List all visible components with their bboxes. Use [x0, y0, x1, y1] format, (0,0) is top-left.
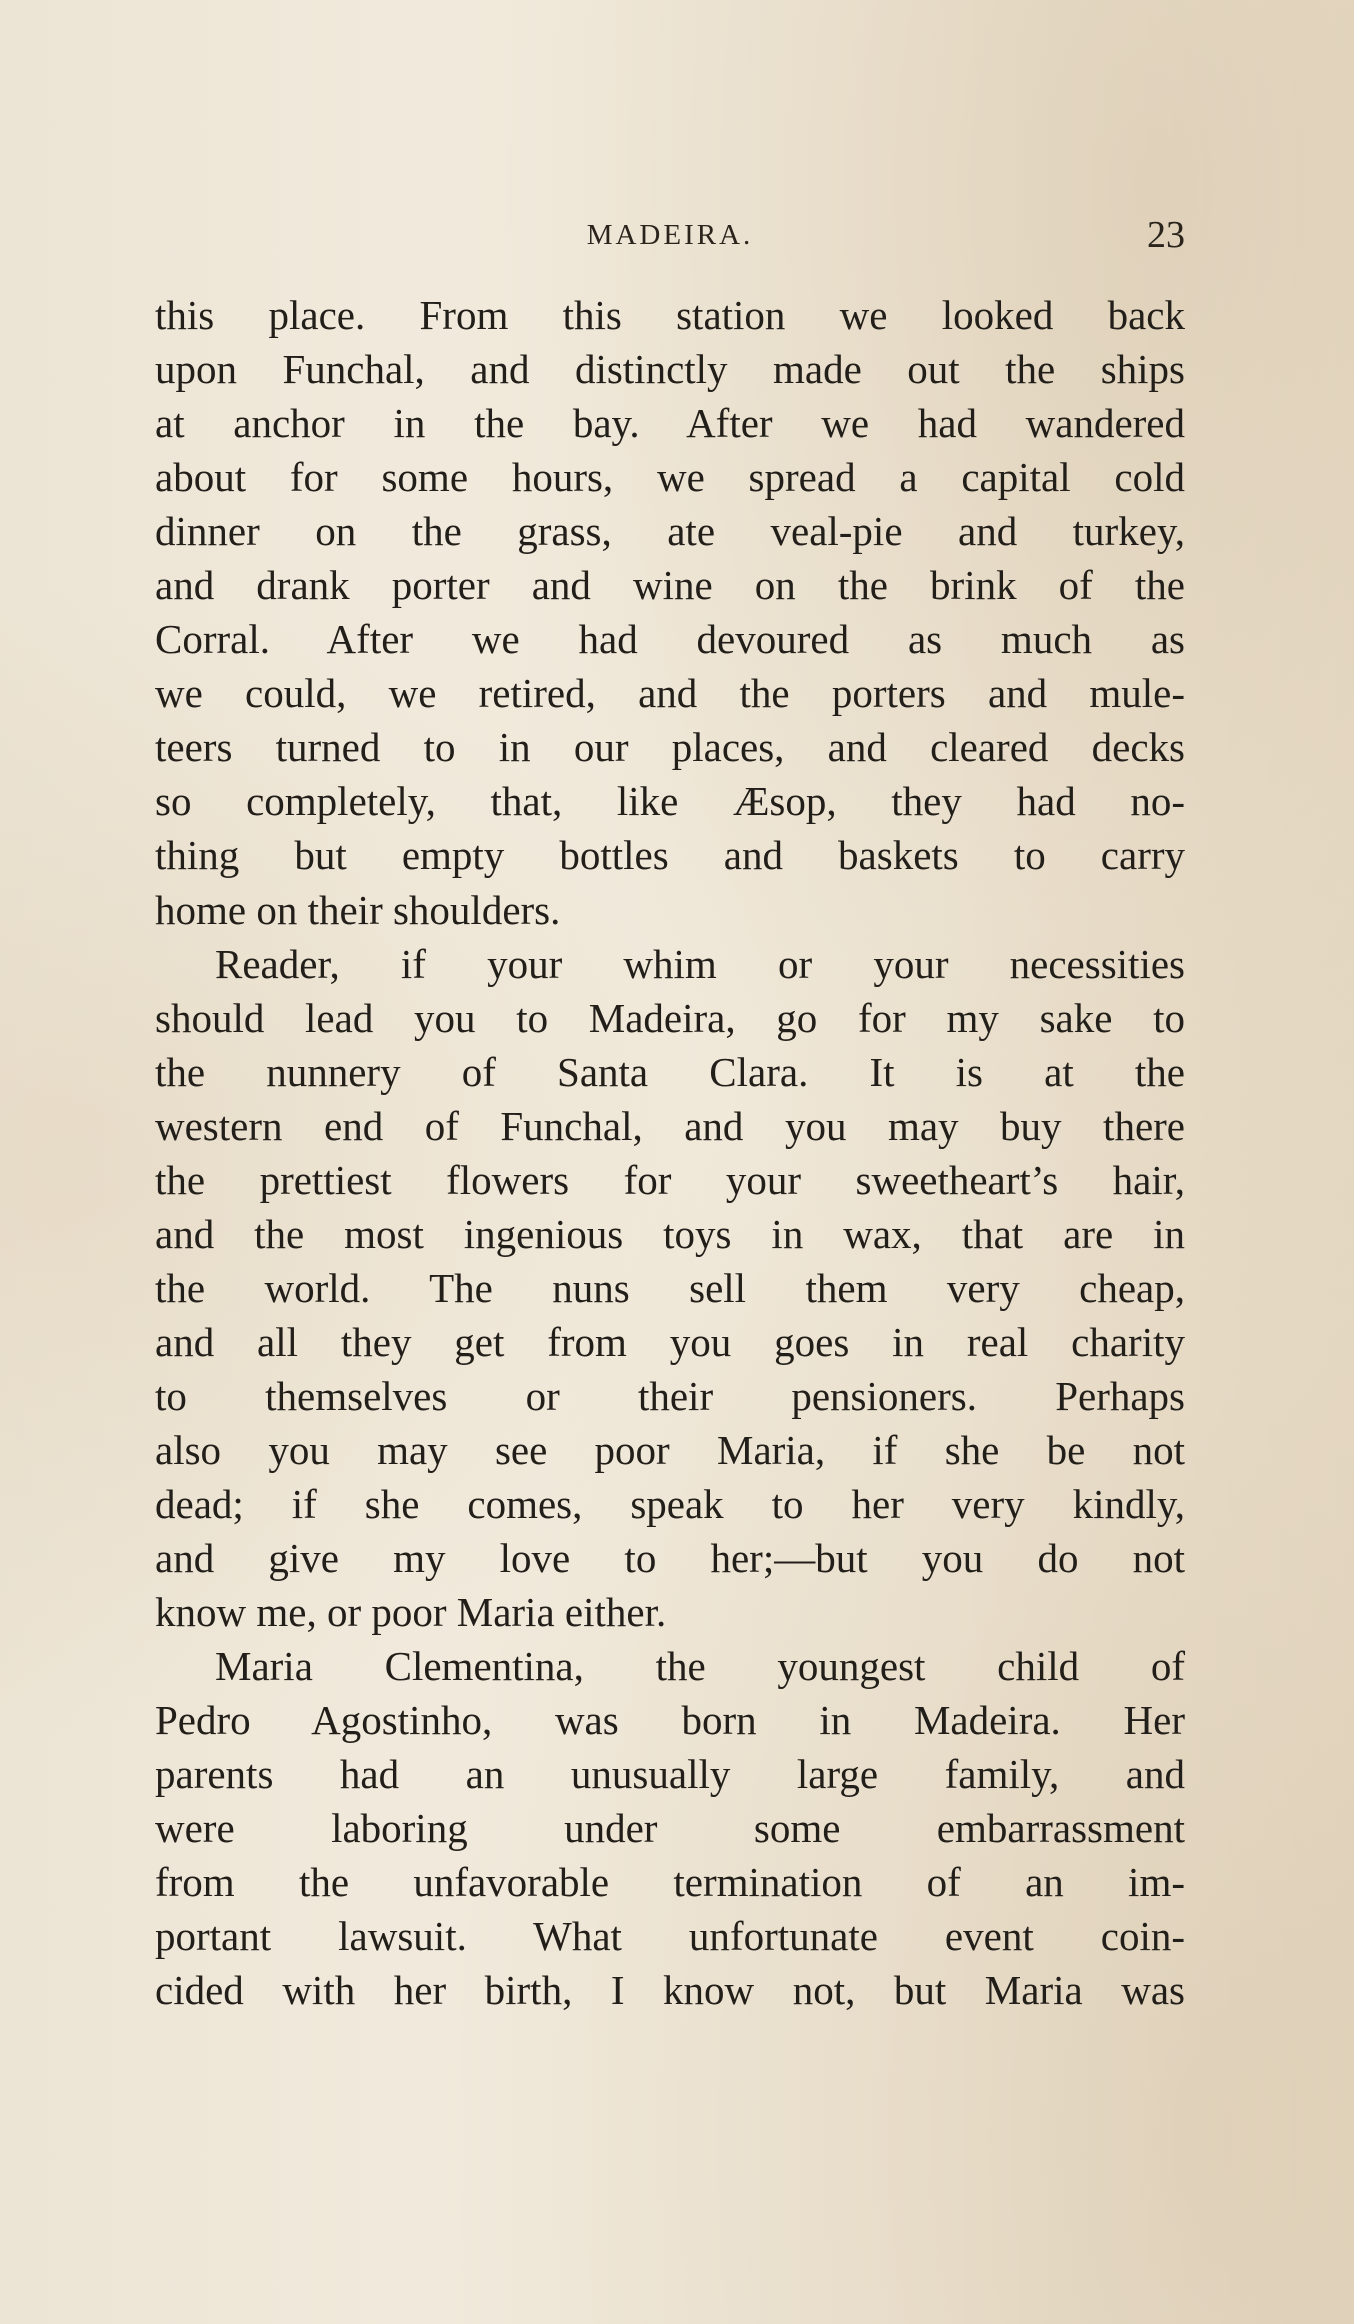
text-line: cided with her birth, I know not, but Maria was [155, 1967, 1185, 2014]
body-text [155, 288, 1185, 2018]
text-line: this place. From this station we looked back [155, 292, 1185, 338]
text-line: and give my love to her;—but you do not [155, 1535, 1185, 1582]
text-line: portant lawsuit. What unfortunate event coin- [155, 1913, 1185, 1960]
text-line: and the most ingenious toys in wax, that are in [155, 1210, 1185, 1257]
text-line: dead; if she comes, speak to her very kindly, [155, 1481, 1185, 1528]
text-line: we could, we retired, and the porters and mule- [155, 670, 1185, 717]
text-line: from the unfavorable termination of an im- [155, 1859, 1185, 1906]
text-line: teers turned to in our places, and cleared decks [155, 724, 1185, 771]
running-head: MADEIRA. [586, 219, 754, 251]
page-header [155, 210, 1185, 260]
text-line: parents had an unusually large family, and [155, 1751, 1185, 1798]
text-line: to themselves or their pensioners. Perhaps [155, 1372, 1185, 1419]
text-line: home on their shoulders. [155, 886, 561, 933]
text-line: the prettiest flowers for your sweetheart’s hair, [155, 1156, 1185, 1203]
text-line: Pedro Agostinho, was born in Madeira. Her [155, 1697, 1185, 1744]
text-line: and drank porter and wine on the brink of the [155, 562, 1185, 609]
text-line: the world. The nuns sell them very cheap, [155, 1264, 1185, 1311]
text-line: so completely, that, like Æsop, they had no- [155, 778, 1185, 825]
text-line: at anchor in the bay. After we had wandered [155, 400, 1185, 447]
text-line: Corral. After we had devoured as much as [155, 616, 1185, 663]
text-line: Maria Clementina, the youngest child of [215, 1643, 1185, 1690]
text-line: know me, or poor Maria either. [155, 1589, 667, 1636]
text-line: were laboring under some embarrassment [155, 1805, 1185, 1852]
text-line: and all they get from you goes in real charity [155, 1318, 1185, 1365]
text-line: should lead you to Madeira, go for my sake to [155, 994, 1185, 1041]
page-number: 23 [1147, 214, 1185, 256]
text-line: Reader, if your whim or your necessities [215, 940, 1185, 987]
text-line: also you may see poor Maria, if she be not [155, 1426, 1185, 1473]
text-line: western end of Funchal, and you may buy there [155, 1102, 1185, 1149]
text-line: about for some hours, we spread a capital cold [155, 454, 1185, 501]
text-line: upon Funchal, and distinctly made out the ships [155, 346, 1185, 393]
text-line: dinner on the grass, ate veal-pie and turkey, [155, 508, 1185, 555]
text-line: the nunnery of Santa Clara. It is at the [155, 1048, 1185, 1095]
text-line: thing but empty bottles and baskets to carry [155, 832, 1185, 879]
